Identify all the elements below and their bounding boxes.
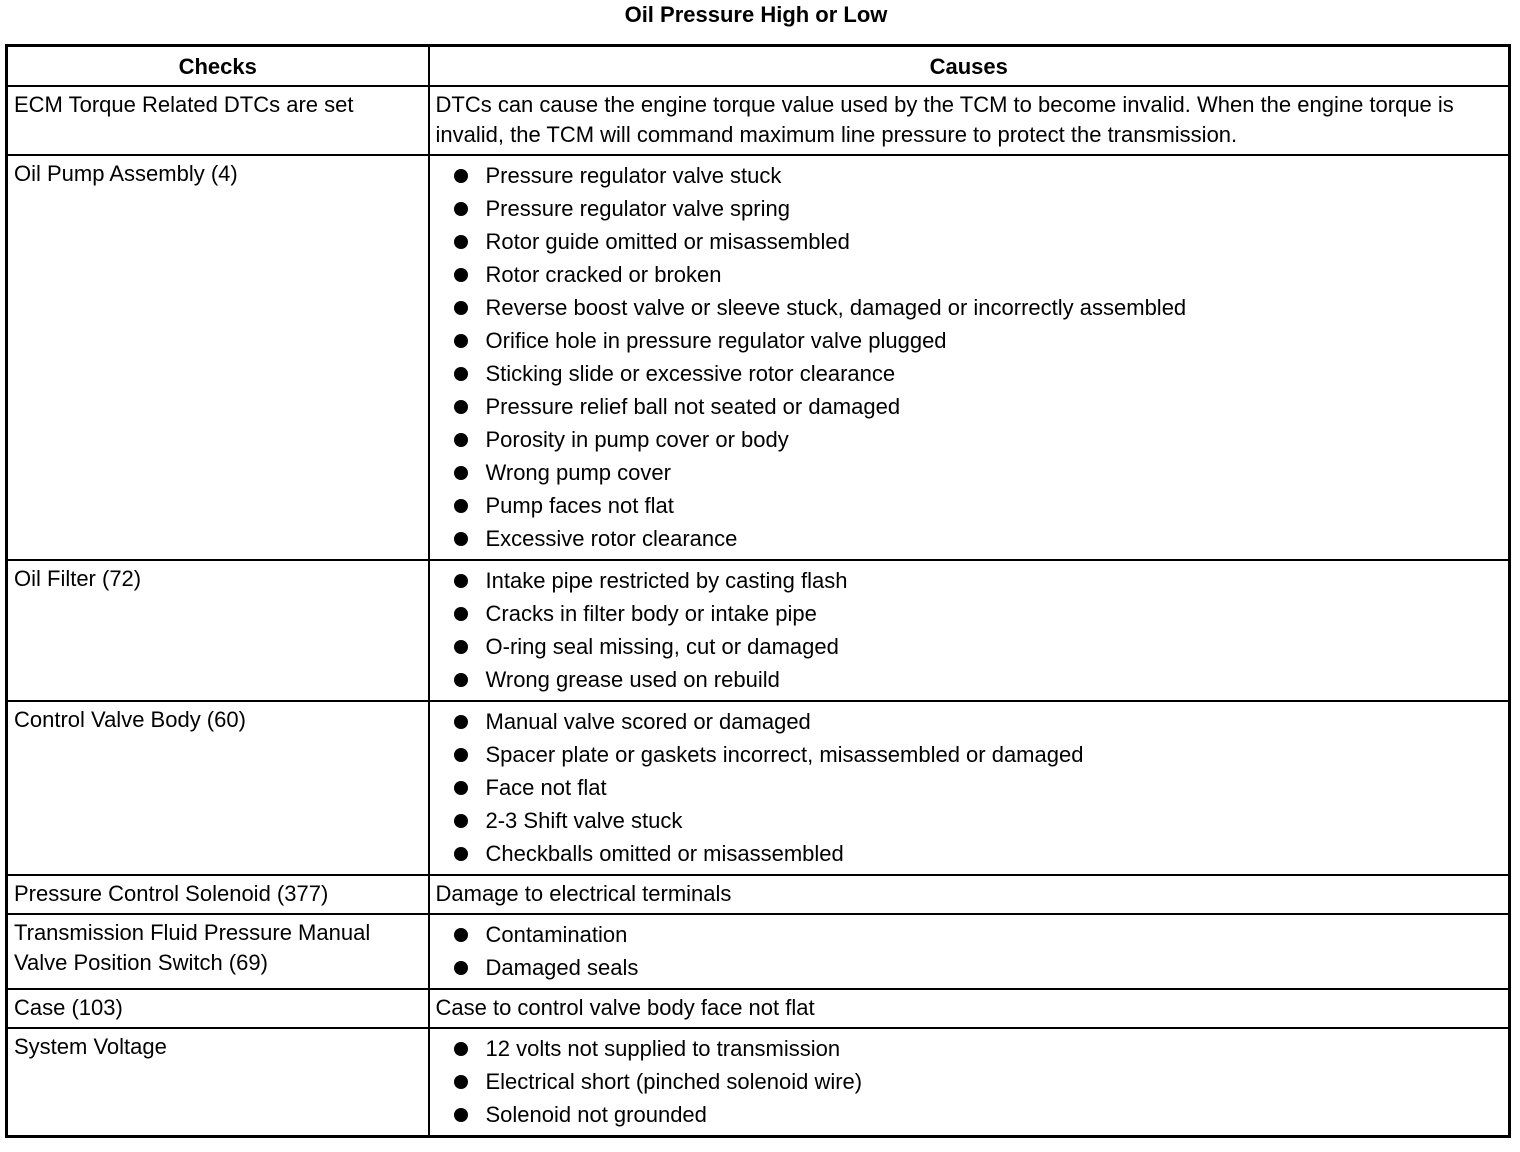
causes-cell	[429, 155, 1510, 560]
causes-cell	[429, 701, 1510, 875]
cause-list	[436, 159, 1503, 555]
cause-list-item	[436, 390, 1503, 423]
cause-list	[436, 918, 1503, 984]
cause-text: Rotor cracked or broken	[485, 262, 722, 287]
bullet-icon	[454, 574, 468, 588]
check-cell: ECM Torque Related DTCs are set	[7, 86, 429, 155]
cause-list-item	[436, 258, 1503, 291]
cause-text: Rotor guide omitted or misassembled	[485, 229, 850, 254]
bullet-icon	[454, 961, 468, 975]
cause-list-item	[436, 564, 1503, 597]
bullet-icon	[454, 1075, 468, 1089]
cause-list-item	[436, 918, 1503, 951]
bullet-icon	[454, 847, 468, 861]
cause-list-item	[436, 597, 1503, 630]
check-cell: Control Valve Body (60)	[7, 701, 429, 875]
bullet-icon	[454, 367, 468, 381]
table-row	[7, 914, 1510, 989]
bullet-icon	[454, 202, 468, 216]
cause-list-item	[436, 771, 1503, 804]
cause-text: Wrong pump cover	[485, 460, 671, 485]
cause-list-item	[436, 522, 1503, 555]
table-row	[7, 701, 1510, 875]
cause-text: Pressure relief ball not seated or damaged	[485, 394, 901, 419]
table-header-row	[7, 46, 1510, 87]
cause-text: Checkballs omitted or misassembled	[485, 841, 844, 866]
check-cell: Pressure Control Solenoid (377)	[7, 875, 429, 914]
cause-text: 12 volts not supplied to transmission	[485, 1036, 841, 1061]
cause-list-item	[436, 192, 1503, 225]
cause-list-item	[436, 291, 1503, 324]
cause-list-item	[436, 630, 1503, 663]
table-row	[7, 1028, 1510, 1137]
bullet-icon	[454, 235, 468, 249]
check-cell: Oil Pump Assembly (4)	[7, 155, 429, 560]
cause-text: Face not flat	[485, 775, 607, 800]
table-row	[7, 875, 1510, 914]
cause-text: Damaged seals	[485, 955, 639, 980]
table-row	[7, 560, 1510, 701]
page-title: Oil Pressure High or Low	[624, 2, 888, 27]
check-cell: Transmission Fluid Pressure Manual Valve Position Switch (69)	[7, 914, 429, 989]
cause-text: Contamination	[485, 922, 628, 947]
bullet-icon	[454, 928, 468, 942]
cause-list-item	[436, 1032, 1503, 1065]
bullet-icon	[454, 169, 468, 183]
cause-list-item	[436, 456, 1503, 489]
causes-cell	[429, 86, 1510, 155]
cause-text: Cracks in filter body or intake pipe	[485, 601, 817, 626]
bullet-icon	[454, 268, 468, 282]
bullet-icon	[454, 466, 468, 480]
cause-text: Porosity in pump cover or body	[485, 427, 789, 452]
check-cell: System Voltage	[7, 1028, 429, 1137]
cause-list-item	[436, 159, 1503, 192]
check-cell: Oil Filter (72)	[7, 560, 429, 701]
table-body	[7, 86, 1510, 1137]
bullet-icon	[454, 433, 468, 447]
bullet-icon	[454, 1042, 468, 1056]
cause-list-item	[436, 1065, 1503, 1098]
table-row	[7, 989, 1510, 1028]
cause-text: Pressure regulator valve stuck	[485, 163, 782, 188]
bullet-icon	[454, 607, 468, 621]
bullet-icon	[454, 715, 468, 729]
bullet-icon	[454, 673, 468, 687]
cause-list-item	[436, 705, 1503, 738]
table-row	[7, 155, 1510, 560]
cause-text: Reverse boost valve or sleeve stuck, damaged or incorrectly assembled	[485, 295, 1187, 320]
causes-cell	[429, 560, 1510, 701]
bullet-icon	[454, 814, 468, 828]
causes-cell	[429, 989, 1510, 1028]
cause-list-item	[436, 837, 1503, 870]
causes-cell	[429, 1028, 1510, 1137]
cause-list-item	[436, 663, 1503, 696]
cause-text: O-ring seal missing, cut or damaged	[485, 634, 839, 659]
cause-text: Wrong grease used on rebuild	[485, 667, 780, 692]
cause-text: Solenoid not grounded	[485, 1102, 707, 1127]
cause-list-item	[436, 423, 1503, 456]
cause-list-item	[436, 951, 1503, 984]
diagnosis-table	[5, 44, 1511, 1138]
cause-text: Case to control valve body face not flat	[435, 995, 815, 1020]
bullet-icon	[454, 301, 468, 315]
bullet-icon	[454, 334, 468, 348]
bullet-icon	[454, 640, 468, 654]
cause-list-item	[436, 324, 1503, 357]
cause-list	[436, 564, 1503, 696]
column-header-causes: Causes	[429, 46, 1510, 87]
column-header-checks: Checks	[7, 46, 429, 87]
cause-text: Intake pipe restricted by casting flash	[485, 568, 848, 593]
cause-list	[436, 705, 1503, 870]
bullet-icon	[454, 499, 468, 513]
cause-list-item	[436, 804, 1503, 837]
cause-text: Damage to electrical terminals	[435, 881, 732, 906]
bullet-icon	[454, 532, 468, 546]
cause-list-item	[436, 1098, 1503, 1131]
bullet-icon	[454, 1108, 468, 1122]
causes-cell	[429, 875, 1510, 914]
check-cell: Case (103)	[7, 989, 429, 1028]
table-row	[7, 86, 1510, 155]
cause-list-item	[436, 225, 1503, 258]
cause-text: Excessive rotor clearance	[485, 526, 738, 551]
cause-text: Manual valve scored or damaged	[485, 709, 811, 734]
cause-text: Electrical short (pinched solenoid wire)	[485, 1069, 863, 1094]
cause-list-item	[436, 738, 1503, 771]
bullet-icon	[454, 400, 468, 414]
cause-text: DTCs can cause the engine torque value used by the TCM to become invalid. When the engine torque is invalid, the TCM will command maximum line pressure to protect the transmission.	[435, 92, 1454, 147]
cause-text: Orifice hole in pressure regulator valve plugged	[485, 328, 947, 353]
causes-cell	[429, 914, 1510, 989]
cause-list-item	[436, 357, 1503, 390]
bullet-icon	[454, 748, 468, 762]
cause-text: Sticking slide or excessive rotor clearance	[485, 361, 896, 386]
cause-text: Pump faces not flat	[485, 493, 674, 518]
cause-list-item	[436, 489, 1503, 522]
bullet-icon	[454, 781, 468, 795]
cause-list	[436, 1032, 1503, 1131]
cause-text: 2-3 Shift valve stuck	[485, 808, 683, 833]
cause-text: Pressure regulator valve spring	[485, 196, 790, 221]
cause-text: Spacer plate or gaskets incorrect, misassembled or damaged	[485, 742, 1084, 767]
